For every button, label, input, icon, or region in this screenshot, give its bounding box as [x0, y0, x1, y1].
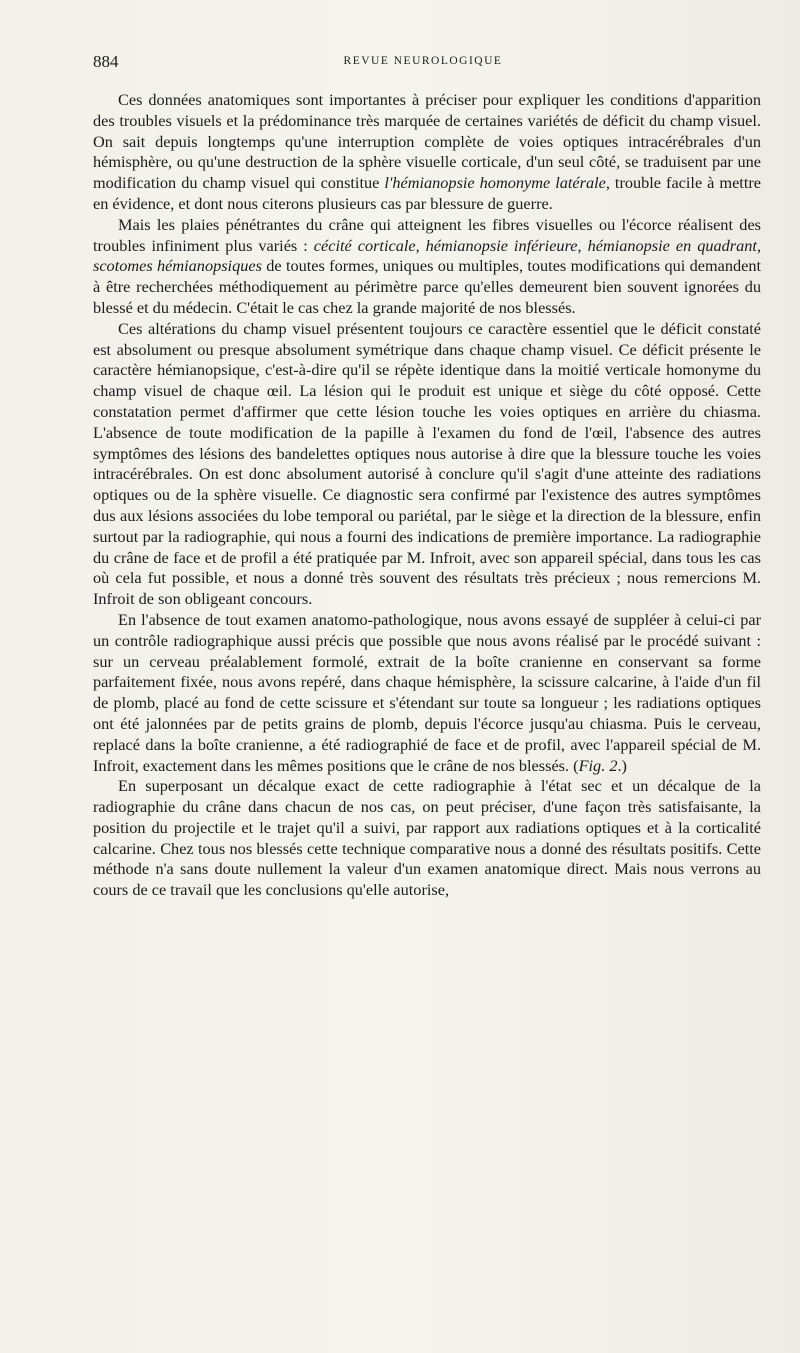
italic-text-run: cécité corticale, hémianopsie inférieure, hémianopsie en quadrant, scotomes hémianopsiques: [93, 235, 762, 276]
italic-text-run: Fig. 2: [578, 755, 618, 775]
paragraph-anatomical-data: [93, 90, 761, 215]
paragraph-penetrating-wounds: [93, 215, 761, 319]
running-title: REVUE NEUROLOGIQUE: [343, 55, 503, 67]
italic-text-run: l'hémianopsie homonyme latérale: [384, 173, 606, 193]
text-run: En superposant un décalque exact de cette radiographie à l'état sec et un décalque de la radiographie du crâne dans chacun de nos cas, on peut préciser, d'une façon très satisfaisante, la position du projectile et le trajet qu'il a suivi, par rapport aux radiations optiques et à la corticalité calcarine. Chez tous nos blessés cette technique comparative nous a donné des résultats positifs. Cette méthode n'a sans doute nullement la valeur d'un examen anatomique direct. Mais nous verrons au cours de ce travail que les conclusions qu'elle autorise,: [93, 776, 761, 900]
paragraph-radiographic-control: [93, 610, 761, 776]
text-run: Ces données anatomiques sont importantes à préciser pour expliquer les conditions d'apparition des troubles visuels et la prédominance très marquée de certaines variétés de déficit du champ visuel. On sait depuis longtemps qu'une interruption complète de voies optiques intracérébrales d'un hémisphère, ou qu'une destruction de la sphère visuelle corticale, d'un seul côté, se traduisent par une modification du champ visuel qui constitue: [93, 90, 761, 193]
paragraph-superposition-method: [93, 776, 761, 901]
text-run: , trouble facile à mettre en évidence, et dont nous citerons plusieurs cas par blessure de guerre.: [93, 173, 761, 213]
text-run: En l'absence de tout examen anatomo-pathologique, nous avons essayé de suppléer à celui-ci par un contrôle radiographique aussi précis que possible que nous avons réalisé par le procédé suivant : sur un cerveau préalablement formolé, extrait de la boîte cranienne en conservant sa forme parfaitement fixée, nous avons repéré, dans chaque hémisphère, la scissure calcarine, à l'aide d'un fil de plomb, placé au fond de cette scissure et s'étendant sur toute sa longueur ; les radiations optiques ont été jalonnées par de petits grains de plomb, depuis l'écorce jusqu'au chiasma. Puis le cerveau, replacé dans la boîte cranienne, a été radiographié de face et de profil, avec l'appareil spécial de M. Infroit, exactement dans les mêmes positions que le crâne de nos blessés. (: [93, 609, 761, 775]
page-number: 884: [93, 52, 119, 71]
text-run: Mais les plaies pénétrantes du crâne qui atteignent les fibres visuelles ou l'écorce réalisent des troubles infiniment plus variés :: [93, 214, 761, 255]
page-header: [93, 52, 753, 74]
paragraph-visual-field-alterations: [93, 319, 761, 610]
text-run: Ces altérations du champ visuel présentent toujours ce caractère essentiel que le déficit constaté est absolument ou presque absolument symétrique dans chaque champ visuel. Ce déficit présente le caractère hémianopsique, c'est-à-dire qu'il se répète identique dans la moitié verticale homonyme du champ visuel de chaque œil. La lésion qui le produit est unique et siège du côté opposé. Cette constatation permet d'affirmer que cette lésion touche les voies optiques en arrière du chiasma. L'absence de toute modification de la papille à l'examen du fond de l'œil, l'absence des autres symptômes des lésions des bandelettes optiques nous autorise à dire que la blessure touche les voies intracérébrales. On est donc absolument autorisé à conclure qu'il s'agit d'une atteinte des radiations optiques ou de la sphère visuelle. Ce diagnostic sera confirmé par l'existence des autres symptômes dus aux lésions associées du lobe temporal ou pariétal, par le siège et la direction de la blessure, enfin surtout par la radiographie, qui nous a fourni des indications de première importance. La radiographie du crâne de face et de profil a été pratiquée par M. Infroit, avec son appareil spécial, dans tous les cas où cela fut possible, et nous a donné très souvent des résultats très précieux ; nous remercions M. Infroit de son obligeant concours.: [93, 318, 761, 609]
text-run: de toutes formes, uniques ou multiples, toutes modifications qui demandent à être recherchées méthodiquement au périmètre parce qu'elles demeurent bien souvent ignorées du blessé et du médecin. C'était le cas chez la grande majorité de nos blessés.: [93, 256, 762, 317]
article-body: [93, 90, 761, 901]
text-run: .): [617, 755, 627, 775]
